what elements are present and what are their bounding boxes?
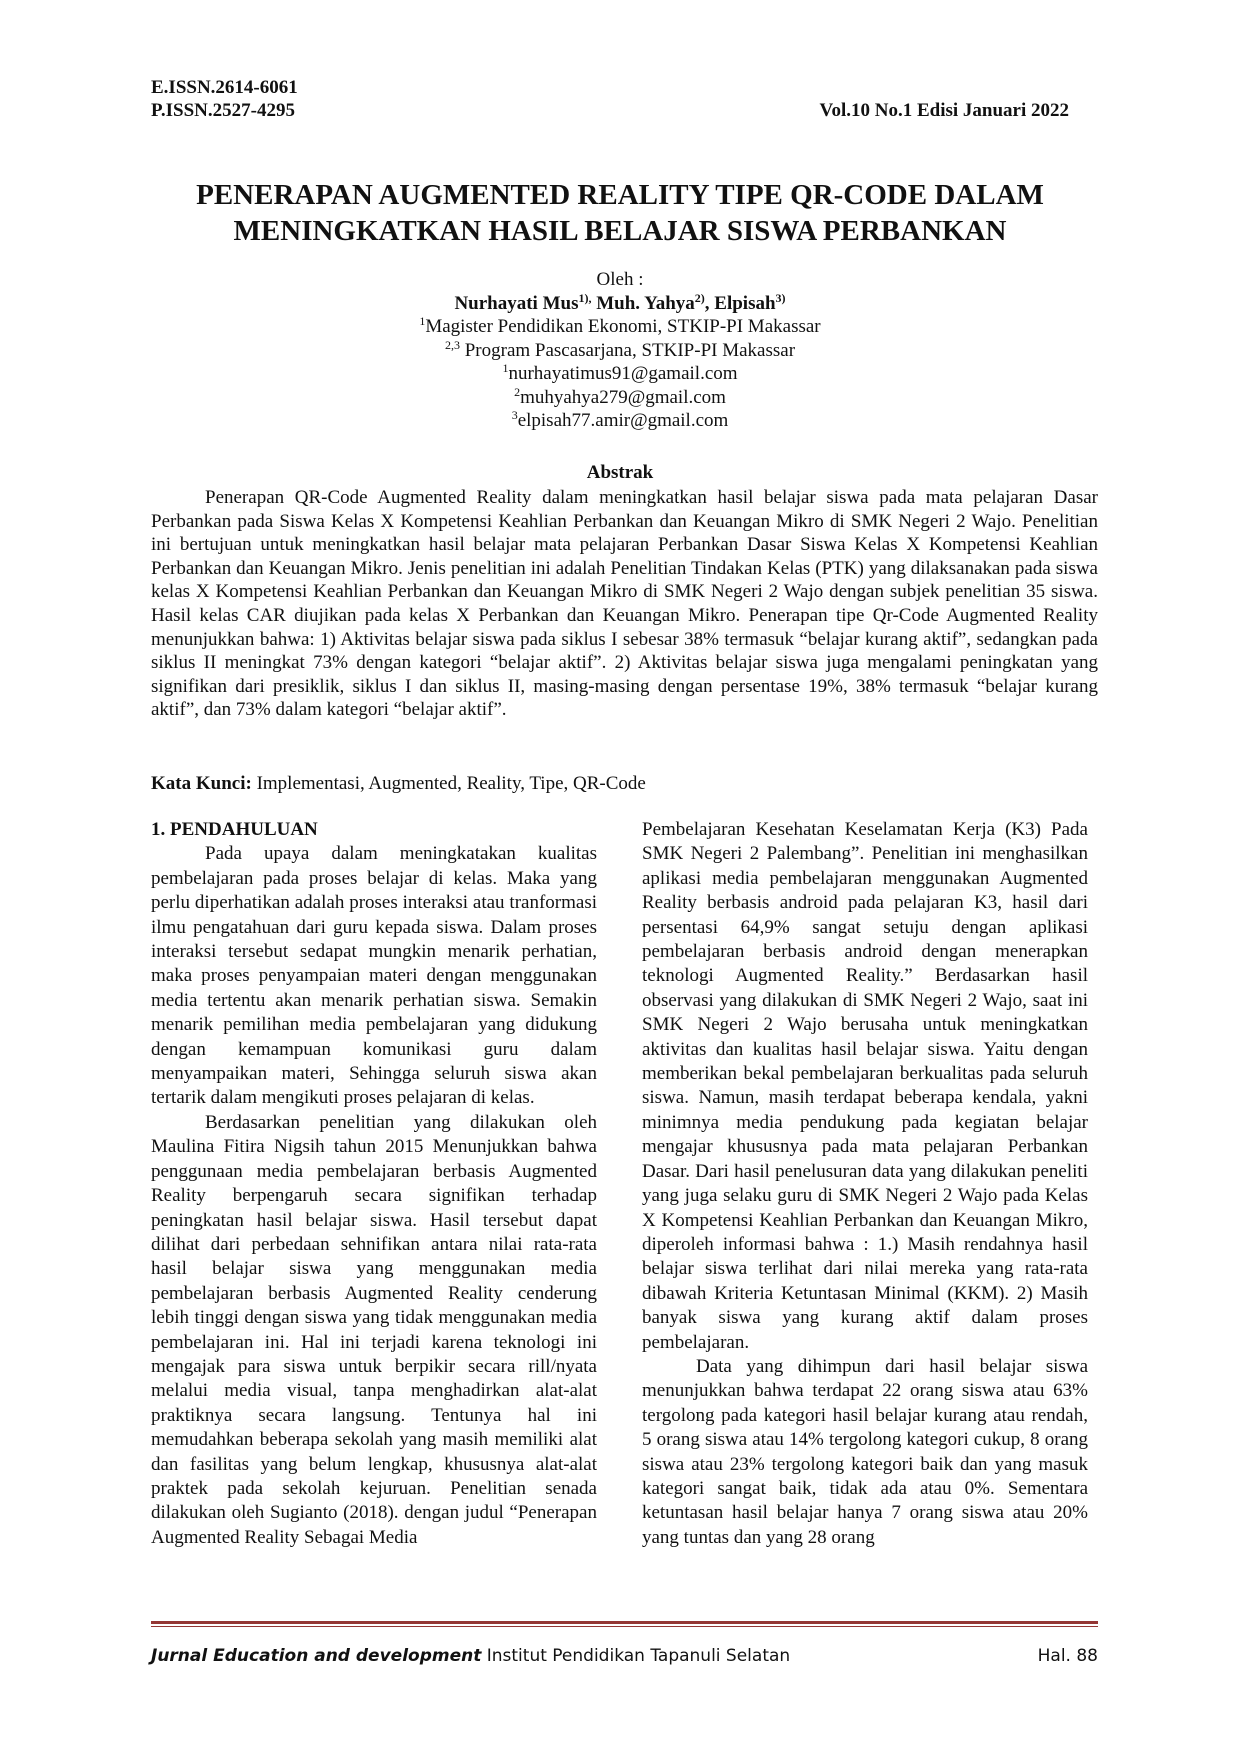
- email-sup: 3: [511, 408, 518, 422]
- author-email: [140, 362, 1100, 386]
- footer-rule-thin: [151, 1626, 1098, 1627]
- right-column: [642, 818, 1088, 1550]
- author-names: [140, 292, 1100, 316]
- footer-journal: [151, 1645, 790, 1667]
- abstract-text: Penerapan QR-Code Augmented Reality dalam meningkatkan hasil belajar siswa pada mata pelajaran Dasar Perbankan pada Siswa Kelas X Kompetensi Keahlian Perbankan dan Keuangan Mikro di SMK Negeri 2 Wajo. Penelitian ini bertujuan untuk meningkatkan hasil belajar mata pelajaran Perbankan Dasar Siswa Kelas X Kompetensi Keahlian Perbankan dan Keuangan Mikro. Jenis penelitian ini adalah Penelitian Tindakan Kelas (PTK) yang dilaksanakan pada siswa kelas X Kompetensi Keahlian Perbankan dan Keuangan Mikro di SMK Negeri 2 Wajo dengan subjek penelitian 35 siswa. Hasil kelas CAR diujikan pada kelas X Perbankan dan Keuangan Mikro. Penerapan tipe Qr-Code Augmented Reality menunjukkan bahwa: 1) Aktivitas belajar siswa pada siklus I sebesar 38% termasuk “belajar kurang aktif”, sedangkan pada siklus II meningkat 73% dengan kategori “belajar aktif”. 2) Aktivitas belajar siswa juga mengalami peningkatan yang signifikan dari presiklik, siklus I dan siklus II, masing-masing dengan persentase 19%, 38% termasuk “belajar kurang aktif”, dan 73% dalam kategori “belajar aktif”.: [151, 487, 1098, 721]
- paper-title: [140, 177, 1100, 249]
- author-email: [140, 386, 1100, 410]
- author-sup: 3): [775, 290, 786, 305]
- affiliation-text: Program Pascasarjana, STKIP-PI Makassar: [459, 339, 796, 361]
- author-name: Nurhayati Mus: [454, 292, 579, 314]
- body-paragraph: Berdasarkan penelitian yang dilakukan oleh Maulina Fitira Nigsih tahun 2015 Menunjukkan bahwa penggunaan media pembelajaran berbasis Augmented Reality berpengaruh secara signifikan terhadap peningkatan hasil belajar siswa. Hasil tersebut dapat dilihat dari perbedaan sehnifikan antara nilai rata-rata hasil belajar siswa yang menggunakan media pembelajaran berbasis Augmented Reality cenderung lebih tinggi dengan siswa yang tidak menggunakan media pembelajaran ini. Hal ini terjadi karena teknologi ini mengajak para siswa untuk berpikir secara rill/nyata melalui media visual, tanpa menghadirkan alat-alat praktiknya secara langsung. Tentunya hal ini memudahkan beberapa sekolah yang masih memiliki alat dan fasilitas yang belum lengkap, khususnya alat-alat praktek pada sekolah kejuruan. Penelitian senada dilakukan oleh Sugianto (2018). dengan judul “Penerapan Augmented Reality Sebagai Media: [151, 1111, 597, 1548]
- affiliation-sup: 1: [419, 314, 426, 328]
- left-column: [151, 818, 597, 1550]
- email-text: nurhayatimus91@gamail.com: [508, 363, 738, 384]
- author-name: Muh. Yahya: [591, 292, 695, 314]
- email-text: elpisah77.amir@gmail.com: [517, 410, 729, 431]
- pissn: P.ISSN.2527-4295: [151, 100, 295, 121]
- body-paragraph: Pada upaya dalam meningkatakan kualitas pembelajaran pada proses belajar di kelas. Maka yang perlu diperhatikan adalah proses interaksi atau tranformasi ilmu pengatahuan dari guru kepada siswa. Dalam proses interaksi tersebut sedapat mungkin menarik perhatian, maka proses penyampaian materi dengan menggunakan media tertentu akan menarik perhatian siswa. Semakin menarik pemilihan media pembelajaran yang didukung dengan kemampuan komunikasi guru dalam menyampaikan materi, Sehingga seluruh siswa akan tertarik dalam mengikuti proses pelajaran di kelas.: [151, 843, 597, 1109]
- footer-rule: [151, 1621, 1098, 1624]
- author-email: [140, 409, 1100, 433]
- affiliation-text: Magister Pendidikan Ekonomi, STKIP-PI Makassar: [425, 316, 821, 337]
- email-text: muhyahya279@gmail.com: [520, 386, 726, 408]
- journal-name: Jurnal Education and development: [151, 1646, 482, 1666]
- affiliation: [140, 315, 1100, 339]
- section-heading: 1. PENDAHULUAN: [151, 819, 318, 840]
- title-line-1: PENERAPAN AUGMENTED REALITY TIPE QR-CODE DALAM: [196, 179, 1044, 211]
- email-sup: 1: [502, 361, 509, 375]
- author-block: [140, 268, 1100, 433]
- keywords: [151, 773, 646, 795]
- affiliation-sup: 2,3: [444, 337, 460, 352]
- body-paragraph: Pembelajaran Kesehatan Keselamatan Kerja (K3) Pada SMK Negeri 2 Palembang”. Penelitian ini menghasilkan aplikasi media pembelajaran menggunakan Augmented Reality berbasis android pada pelajaran K3, hasil dari persentasi 64,9% sangat setuju dengan aplikasi pembelajaran berbasis android dengan menerapkan teknologi Augmented Reality.” Berdasarkan hasil observasi yang dilakukan di SMK Negeri 2 Wajo, saat ini SMK Negeri 2 Wajo berusaha untuk meningkatkan aktivitas dan kualitas hasil belajar siswa. Yaitu dengan memberikan bekal pembelajaran berkualitas pada seluruh siswa. Namun, masih terdapat beberapa kendala, yakni minimnya media pendukung pada kegiatan belajar mengajar khususnya pada mata pelajaran Perbankan Dasar. Dari hasil penelusuran data yang dilakukan peneliti yang juga selaku guru di SMK Negeri 2 Wajo pada Kelas X Kompetensi Keahlian Perbankan dan Keuangan Mikro, diperoleh informasi bahwa : 1.) Masih rendahnya hasil belajar siswa terlihat dari nilai mereka yang rata-rata dibawah Kriteria Ketuntasan Minimal (KKM). 2) Masih banyak siswa yang kurang aktif dalam proses pembelajaran.: [642, 819, 1088, 1353]
- keywords-label: Kata Kunci:: [151, 773, 252, 794]
- volume-edition: Vol.10 No.1 Edisi Januari 2022: [819, 100, 1069, 121]
- email-sup: 2: [514, 384, 521, 399]
- abstract-heading: Abstrak: [586, 462, 654, 483]
- keywords-text: Implementasi, Augmented, Reality, Tipe, QR-Code: [251, 773, 646, 794]
- institution-name: Institut Pendidikan Tapanuli Selatan: [481, 1646, 791, 1666]
- eissn: E.ISSN.2614-6061: [151, 77, 298, 98]
- title-line-2: MENINGKATKAN HASIL BELAJAR SISWA PERBANKAN: [233, 215, 1007, 247]
- author-sup: 1),: [578, 290, 592, 305]
- author-sup: 2): [694, 290, 705, 305]
- byline: Oleh :: [596, 269, 644, 290]
- author-name: , Elpisah: [704, 292, 776, 314]
- affiliation: [140, 339, 1100, 363]
- body-paragraph: Data yang dihimpun dari hasil belajar siswa menunjukkan bahwa terdapat 22 orang siswa atau 63% tergolong pada kategori hasil belajar kurang atau rendah, 5 orang siswa atau 14% tergolong kategori cukup, 8 orang siswa atau 23% tergolong kategori baik dan yang masuk kategori sangat baik, tidak ada atau 0%. Sementara ketuntasan hasil belajar hanya 7 orang siswa atau 20% yang tuntas dan yang 28 orang: [642, 1355, 1088, 1548]
- page-number: Hal. 88: [1037, 1646, 1098, 1666]
